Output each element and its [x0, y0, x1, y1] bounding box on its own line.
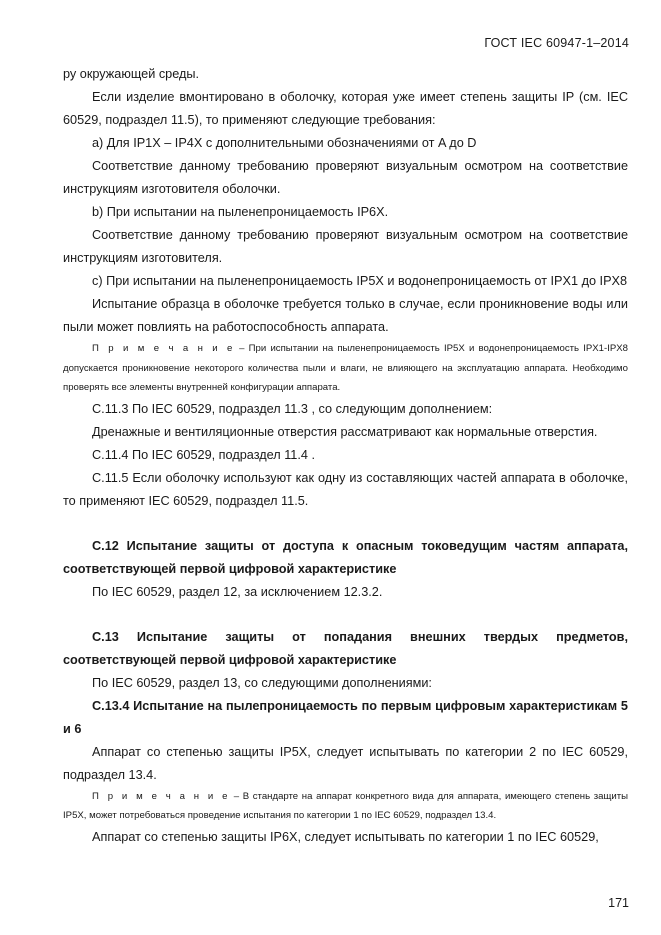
document-body	[63, 63, 628, 849]
section-heading: C.12 Испытание защиты от доступа к опасным токоведущим частям аппарата, соответствующей первой цифровой характеристике	[63, 538, 628, 576]
note-text: – В стандарте на аппарат конкретного вида для аппарата, имеющего степень защиты IP5X, может потребоваться проведение испытания по категории 1 по IEC 60529, подраздел 13.4.	[63, 790, 628, 821]
paragraph: c) При испытании на пыленепроницаемость IP5X и водонепроницаемость от IPX1 до IPX8	[92, 274, 628, 288]
page-number: 171	[608, 896, 629, 910]
section-spacer	[63, 604, 628, 626]
paragraph: a) Для IP1X – IP4X с дополнительными обозначениями от A до D	[92, 136, 477, 150]
note-text: – При испытании на пыленепроницаемость IP5X и водонепроницаемость IPX1-IPX8 допускается проникновение некоторого количества пыли и влаги, не влияющего на эксплуатацию аппарата. Необходимо проверять все элементы внутренней конфигурации аппарата.	[63, 343, 628, 393]
paragraph: Аппарат со степенью защиты IP6X, следует испытывать по категории 1 по IEC 60529,	[92, 829, 599, 844]
paragraph: По IEC 60529, раздел 12, за исключением 12.3.2.	[92, 584, 383, 599]
standard-header: ГОСТ IEC 60947-1–2014	[484, 36, 629, 50]
section-spacer	[63, 513, 628, 535]
note-label: П р и м е ч а н и е	[92, 790, 231, 802]
paragraph: C.11.3 По IEC 60529, подраздел 11.3 , со следующим дополнением:	[92, 401, 493, 416]
paragraph: ру окружающей среды.	[63, 67, 200, 81]
paragraph: b) При испытании на пыленепроницаемость IP6X.	[92, 205, 389, 219]
paragraph: Дренажные и вентиляционные отверстия рассматривают как нормальные отверстия.	[92, 424, 598, 439]
note	[63, 787, 628, 826]
paragraph: Соответствие данному требованию проверяют визуальным осмотром на соответствие инструкциям изготовителя оболочки.	[63, 159, 628, 196]
subsection-heading: C.13.4 Испытание на пылепроницаемость по первым цифровым характеристикам 5 и 6	[63, 698, 628, 736]
section-heading: C.13 Испытание защиты от попадания внешних твердых предметов, соответствующей первой цифровой характеристике	[63, 629, 628, 667]
paragraph: По IEC 60529, раздел 13, со следующими дополнениями:	[92, 675, 432, 690]
paragraph: C.11.4 По IEC 60529, подраздел 11.4 .	[92, 447, 315, 462]
note-label: П р и м е ч а н и е	[92, 343, 235, 354]
paragraph: Если изделие вмонтировано в оболочку, которая уже имеет степень защиты IP (см. IEC 60529, подраздел 11.5), то применяют следующие требования:	[63, 90, 628, 127]
paragraph: Аппарат со степенью защиты IP5X, следует испытывать по категории 2 по IEC 60529, подраздел 13.4.	[63, 744, 628, 782]
paragraph: Соответствие данному требованию проверяют визуальным осмотром на соответствие инструкциям изготовителя.	[63, 228, 628, 265]
paragraph: C.11.5 Если оболочку используют как одну из составляющих частей аппарата в оболочке, то применяют IEC 60529, подраздел 11.5.	[63, 470, 628, 508]
paragraph: Испытание образца в оболочке требуется только в случае, если проникновение воды или пыли может повлиять на работоспособность аппарата.	[63, 297, 628, 334]
note	[63, 339, 628, 398]
